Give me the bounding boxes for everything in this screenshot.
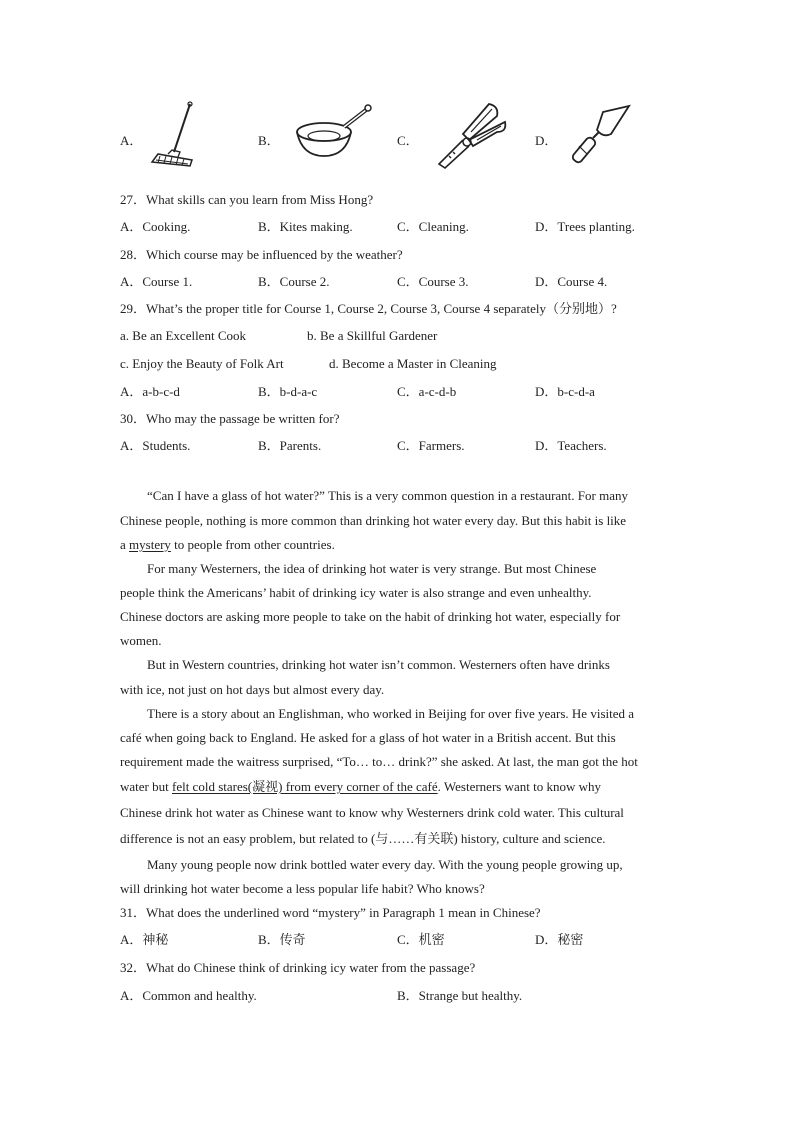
option-c[interactable]: C．a-c-d-b (397, 384, 457, 399)
underlined-word: mystery (129, 537, 171, 552)
wok-icon (294, 100, 374, 160)
q27-question: 27．What skills can you learn from Miss Hong? (120, 192, 374, 207)
q28-options (120, 272, 680, 292)
option-label: B． (258, 133, 280, 148)
option-d[interactable]: D．秘密 (535, 932, 584, 947)
option-c[interactable]: C．Farmers. (397, 438, 465, 453)
title-d: d. Become a Master in Cleaning (329, 356, 497, 371)
text: water but (120, 779, 172, 794)
passage-line: women. (120, 633, 162, 648)
option-b[interactable]: B．传奇 (258, 932, 306, 947)
pliers-icon (429, 100, 509, 172)
passage-line: Many young people now drink bottled water every day. With the young people growing up, (147, 857, 623, 872)
option-a[interactable]: A．Common and healthy. (120, 988, 257, 1003)
option-label: D． (535, 133, 558, 148)
option-b[interactable]: B．b-d-a-c (258, 384, 318, 399)
passage-line: For many Westerners, the idea of drinking hot water is very strange. But most Chinese (147, 561, 597, 576)
q30-options (120, 436, 680, 456)
option-b-image (258, 100, 378, 176)
underlined-phrase: felt cold stares(凝视) from every corner of the café (171, 779, 438, 794)
option-d-image (535, 100, 680, 176)
option-b[interactable]: B．Course 2. (258, 274, 330, 289)
trowel-icon (563, 100, 635, 172)
passage-line: There is a story about an Englishman, who worked in Beijing for over five years. He visited a (147, 706, 635, 721)
passage-line: requirement made the waitress surprised, “To… to… drink?” she asked. At last, the man got the hot (120, 754, 638, 769)
q29-titles-cd (120, 354, 680, 374)
option-c[interactable]: C．Cleaning. (397, 219, 469, 234)
passage-line: people think the Americans’ habit of drinking icy water is also strange and even unhealthy. (120, 585, 592, 600)
passage-line: Chinese drink hot water as Chinese want to know why Westerners drink cold water. This cultural (120, 805, 624, 820)
q30-question: 30．Who may the passage be written for? (120, 411, 340, 426)
title-b: b. Be a Skillful Gardener (307, 328, 438, 343)
option-d[interactable]: D．b-c-d-a (535, 384, 595, 399)
q28-question: 28．Which course may be influenced by the weather? (120, 247, 403, 262)
passage-line: will drinking hot water become a less popular life habit? Who knows? (120, 881, 485, 896)
q29-options (120, 382, 680, 402)
passage-line (120, 776, 680, 798)
passage-line: Chinese doctors are asking more people to take on the habit of drinking hot water, especially for (120, 609, 621, 624)
passage-line: difference is not an easy problem, but related to (与……有关联) history, culture and science. (120, 831, 606, 846)
option-a[interactable]: A．神秘 (120, 932, 169, 947)
option-a-image (120, 100, 220, 176)
option-d[interactable]: D．Course 4. (535, 274, 608, 289)
text: . Westerners want to know why (437, 779, 601, 794)
passage-line: Chinese people, nothing is more common than drinking hot water every day. But this habit is like (120, 513, 627, 528)
passage-line: café when going back to England. He asked for a glass of hot water in a British accent. But this (120, 730, 616, 745)
passage-line: “Can I have a glass of hot water?” This is a very common question in a restaurant. For many (147, 488, 628, 503)
option-label: C． (397, 133, 419, 148)
passage-line: with ice, not just on hot days but almost every day. (120, 682, 385, 697)
option-b[interactable]: B．Strange but healthy. (397, 988, 523, 1003)
broom-icon (148, 100, 200, 170)
passage-line (120, 534, 680, 556)
option-d[interactable]: D．Trees planting. (535, 219, 635, 234)
q32-options (120, 986, 680, 1006)
option-a[interactable]: A．Cooking. (120, 219, 191, 234)
q31-question: 31．What does the underlined word “mystery” in Paragraph 1 mean in Chinese? (120, 905, 541, 920)
q29-question: 29．What’s the proper title for Course 1, Course 2, Course 3, Course 4 separately（分别地）? (120, 301, 617, 316)
option-a[interactable]: A．a-b-c-d (120, 384, 180, 399)
text: to people from other countries. (170, 537, 335, 552)
option-a[interactable]: A．Course 1. (120, 274, 193, 289)
option-c-image (397, 100, 517, 176)
title-a: a. Be an Excellent Cook (120, 328, 246, 343)
image-options-row (120, 100, 680, 176)
title-c: c. Enjoy the Beauty of Folk Art (120, 356, 284, 371)
q29-titles-ab (120, 326, 680, 346)
q27-options (120, 217, 680, 237)
text: a (120, 537, 130, 552)
q32-question: 32．What do Chinese think of drinking icy water from the passage? (120, 960, 476, 975)
passage-line: But in Western countries, drinking hot water isn’t common. Westerners often have drinks (147, 657, 610, 672)
option-c[interactable]: C．机密 (397, 932, 445, 947)
option-d[interactable]: D．Teachers. (535, 438, 607, 453)
option-b[interactable]: B．Parents. (258, 438, 322, 453)
option-c[interactable]: C．Course 3. (397, 274, 469, 289)
option-label: A． (120, 133, 143, 148)
option-b[interactable]: B．Kites making. (258, 219, 353, 234)
q31-options (120, 930, 680, 950)
option-a[interactable]: A．Students. (120, 438, 191, 453)
